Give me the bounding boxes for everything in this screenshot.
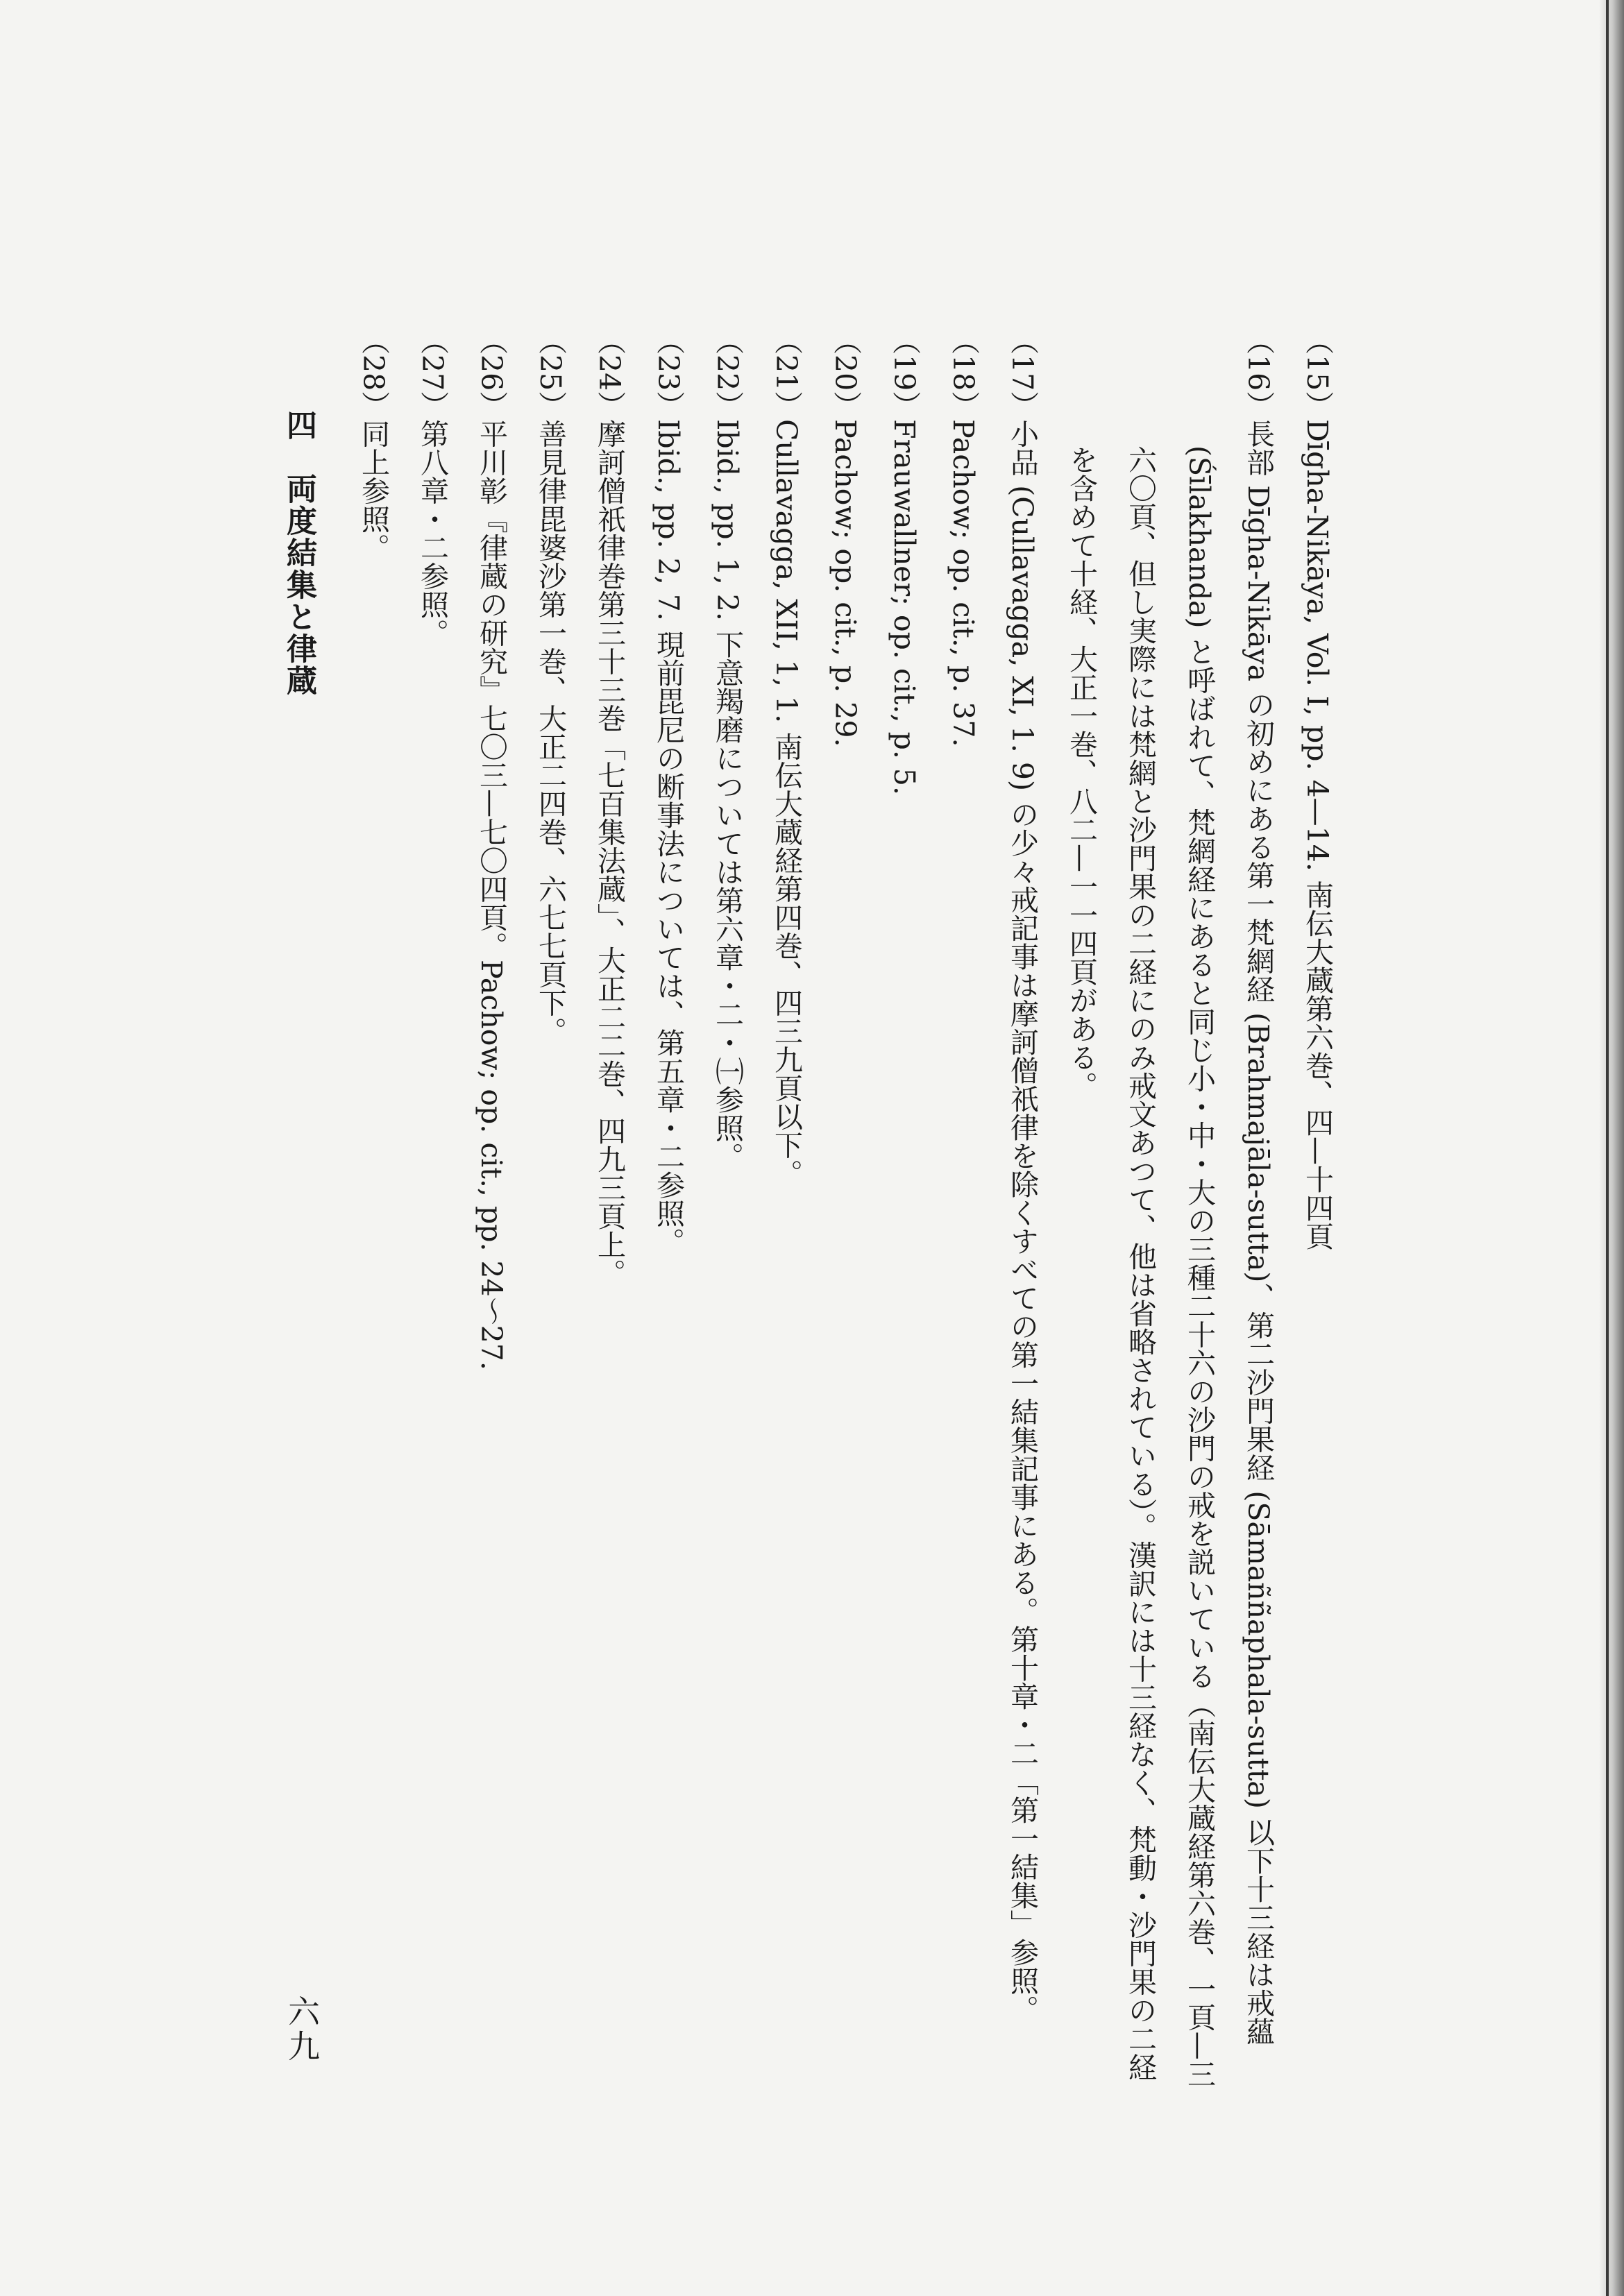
- footnote-22: [697, 326, 756, 2102]
- footnote-text: Ibid., pp. 1, 2. 下意羯磨については第六章・二・㈠参照。: [711, 419, 744, 1171]
- footnote-26: [462, 326, 521, 2102]
- footnote-number: （17）: [1006, 326, 1039, 420]
- footnote-number: （22）: [711, 326, 744, 420]
- footnotes-block: [344, 326, 1346, 2102]
- footnote-number: （25）: [534, 326, 567, 420]
- footnote-number: （27）: [416, 326, 449, 420]
- footnote-28: [344, 326, 403, 2102]
- footnote-25: [521, 326, 580, 2102]
- footnote-number: （19）: [888, 326, 921, 420]
- footnote-text: 長部 Dīgha-Nikāya の初めにある第一梵網経 (Brahmajāla-sutta)、第二沙門果経 (Sāmaññaphala-sutta) 以下十三経は戒蘊 (Śīlakhanda) と呼ばれて、梵網経にあると同じ小・中・大の三種二十六の沙門の戒を説いている（南伝大蔵経第六巻、一頁—三六〇頁、但し実際には梵網と沙門果の二経にのみ戒文あつて、他は省略されている）。漢訳には十三経なく、梵動・沙門果の二経を含めて十経、大正一巻、八二—一一四頁がある。: [1065, 419, 1275, 2089]
- footnote-18: [933, 326, 992, 2102]
- footnote-text: 同上参照。: [357, 419, 390, 562]
- footnote-text: Ibid., pp. 2, 7. 現前毘尼の断事法については、第五章・二参照。: [652, 419, 685, 1256]
- scan-edge-line: [1606, 0, 1609, 2296]
- footnote-text: 善見律毘婆沙第一巻、大正二四巻、六七七頁下。: [534, 419, 567, 1046]
- footnote-number: （20）: [829, 326, 862, 420]
- footnote-text: Pachow; op. cit., p. 37.: [947, 419, 980, 747]
- footnote-text: 摩訶僧祇律巻第三十三巻「七百集法蔵」、大正二二巻、四九三頁上。: [593, 419, 626, 1287]
- footnote-text: Cullavagga, XII, 1, 1. 南伝大蔵経第四巻、四三九頁以下。: [770, 419, 803, 1188]
- footnote-number: （16）: [1242, 326, 1275, 420]
- footnote-17: [992, 326, 1051, 2102]
- footnote-23: [638, 326, 697, 2102]
- footnote-text: Pachow; op. cit., p. 29.: [829, 419, 862, 747]
- footnote-number: （23）: [652, 326, 685, 420]
- footnote-27: [403, 326, 462, 2102]
- footnote-text: Frauwallner; op. cit., p. 5.: [888, 419, 921, 796]
- footnote-15: [1287, 326, 1346, 2102]
- footnote-number: （26）: [475, 326, 508, 420]
- running-section-title: 四 両度結集と律蔵: [281, 409, 316, 697]
- footnote-number: （18）: [947, 326, 980, 420]
- footnote-number: （28）: [357, 326, 390, 420]
- footnote-text: Dīgha-Nikāya, Vol. I, pp. 4—14. 南伝大蔵第六巻、四—十四頁: [1301, 419, 1334, 1250]
- footnote-number: （21）: [770, 326, 803, 420]
- footnote-19: [874, 326, 933, 2102]
- footnote-text: 平川彰『律蔵の研究』七〇三—七〇四頁。Pachow; op. cit., pp. 24〜27.: [475, 419, 508, 1370]
- footnote-text: 小品 (Cullavagga, XI, 1. 9) の少々戒記事は摩訶僧祇律を除くすべての第一結集記事にある。第十章・二「第一結集」参照。: [1006, 419, 1039, 2023]
- page-number: 六九: [283, 1995, 321, 2064]
- footnote-text: 第八章・二参照。: [416, 419, 449, 647]
- footnote-20: [815, 326, 874, 2102]
- footnote-number: （24）: [593, 326, 626, 420]
- footnote-16: [1051, 326, 1287, 2102]
- footnote-24: [580, 326, 638, 2102]
- footnote-21: [756, 326, 815, 2102]
- footnote-number: （15）: [1301, 326, 1334, 420]
- scan-edge-shadow: [1599, 0, 1624, 2296]
